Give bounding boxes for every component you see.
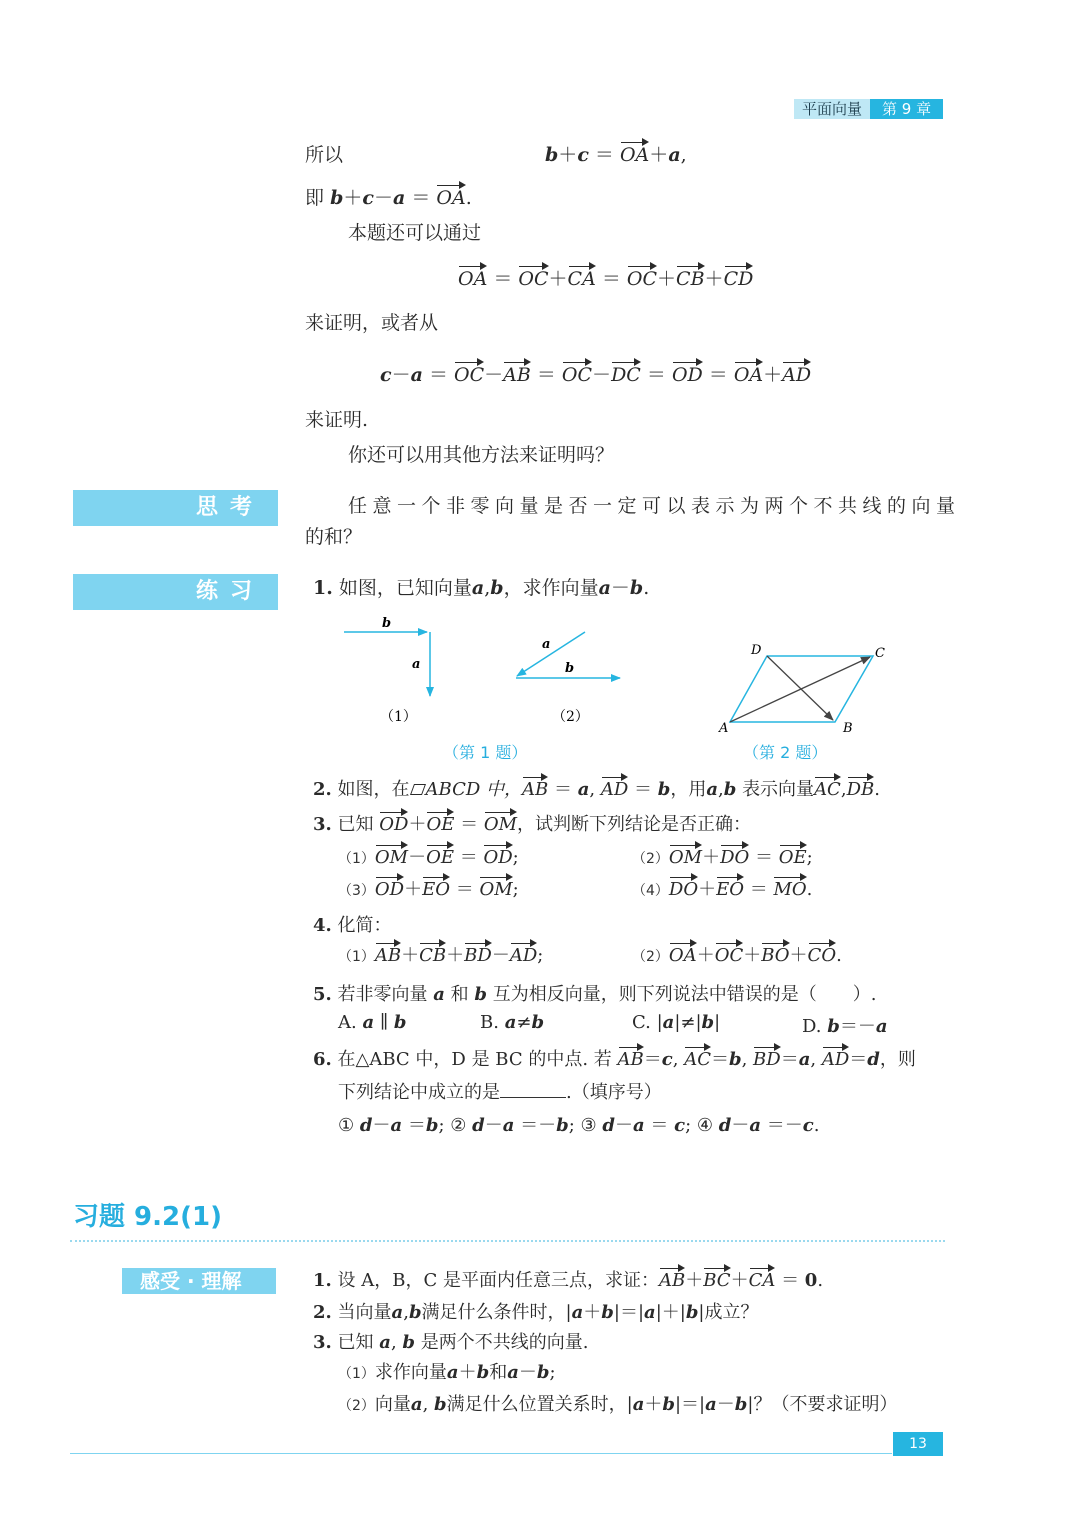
- q2-text-b: ABCD 中，: [425, 779, 523, 800]
- q6-text-c: 下列结论中成立的是: [338, 1082, 500, 1103]
- fig-sub-1: （1）: [380, 709, 417, 725]
- fig-label-C: C: [875, 646, 885, 661]
- fig-label-A: A: [719, 721, 729, 736]
- q1-text-b: ，求作向量: [503, 577, 599, 599]
- option-letter: C.: [632, 1012, 651, 1033]
- diagonal-ac: [730, 657, 870, 722]
- q6-text-d: .（填序号）: [566, 1082, 662, 1103]
- sub-number: （2）: [632, 949, 669, 965]
- choice-marker: ②: [450, 1115, 467, 1136]
- practice-q6: 6. 在△ABC 中，D 是 BC 的中点. 若 AB＝c, AC＝b, BD＝a, AD＝d，则: [313, 1045, 916, 1071]
- choice-marker: ④: [696, 1115, 714, 1136]
- exercise-q1: 1. 设 A，B，C 是平面内任意三点，求证：AB＋BC＋CA ＝ 0.: [313, 1266, 823, 1292]
- fig-label-a2: a: [542, 637, 551, 652]
- q5-option-c: C. |a|≠|b|: [632, 1012, 721, 1033]
- q-number: 3.: [313, 1332, 332, 1353]
- q5-text-b: 和: [450, 984, 469, 1005]
- ex-q3-1-text: 求作向量: [374, 1362, 447, 1383]
- q3-item-4: （4）DO＋EO ＝ MO.: [632, 875, 812, 901]
- proof-ji: 即: [305, 187, 325, 209]
- think-tag: 思考: [73, 490, 278, 526]
- ex-q3-2-text: 向量: [374, 1394, 411, 1415]
- fig-caption-1: （第 1 题）: [443, 743, 528, 762]
- q5-option-d: D. b＝－a: [802, 1016, 888, 1037]
- proof-question: 你还可以用其他方法来证明吗？: [348, 444, 615, 466]
- footer-rule: [70, 1453, 892, 1454]
- practice-q2: 2. 如图，在 ABCD 中，AB ＝ a, AD ＝ b，用a,b 表示向量AC,DB.: [313, 775, 880, 801]
- q5-option-b: B. a≠b: [480, 1012, 545, 1033]
- q5-text: 若非零向量: [337, 984, 428, 1005]
- exercise-q2: 2. 当向量a,b满足什么条件时，|a＋b|＝|a|＋|b|成立？: [313, 1302, 759, 1323]
- q6-text-b: ，则: [879, 1049, 916, 1070]
- fig-label-B: B: [843, 721, 853, 736]
- q-number: 2.: [313, 779, 332, 800]
- q2-text: 如图，在: [337, 779, 410, 800]
- sub-number: （4）: [632, 883, 669, 899]
- practice-q5: 5. 若非零向量 a 和 b 互为相反向量，则下列说法中错误的是（ ）.: [313, 984, 877, 1005]
- q5-option-a: A. a ∥ b: [338, 1012, 407, 1033]
- q1-text: 如图，已知向量: [338, 577, 472, 599]
- sub-number: （2）: [338, 1398, 375, 1414]
- think-text-1: 任意一个非零向量是否一定可以表示为两个不共线的向量: [348, 495, 961, 517]
- q-number: 3.: [313, 814, 332, 835]
- q-number: 5.: [313, 984, 332, 1005]
- q-number: 6.: [313, 1049, 332, 1070]
- proof-eq-1: b＋c ＝ OA＋a,: [545, 140, 687, 167]
- fig-label-b2: b: [565, 661, 575, 676]
- proof-lai-2: 来证明.: [305, 409, 369, 431]
- ex-q2-text-b: 满足什么条件时，: [421, 1302, 566, 1323]
- ex-q3-text-b: 是两个不共线的向量.: [420, 1332, 589, 1353]
- q6-choices: ① d－a ＝b; ② d－a ＝－b; ③ d－a ＝ c; ④ d－a ＝－c.: [338, 1115, 820, 1136]
- exercise-q3-2: （2）向量a, b满足什么位置关系时，|a＋b|＝|a－b|？（不要求证明）: [338, 1394, 898, 1415]
- q4-item-1: （1）AB＋CB＋BD－AD;: [338, 941, 543, 967]
- exercise-q3-1: （1）求作向量a＋b和a－b;: [338, 1362, 556, 1383]
- fig-label-b: b: [382, 616, 392, 631]
- choice-marker: ①: [338, 1115, 355, 1136]
- sub-number: （1）: [338, 949, 375, 965]
- ex-q2-text: 当向量: [337, 1302, 392, 1323]
- exercise-tag: [122, 1268, 276, 1294]
- q4-text: 化简：: [337, 915, 392, 936]
- ex-q1-text: 设 A，B，C 是平面内任意三点，求证：: [337, 1270, 659, 1291]
- fig-sub-2: （2）: [552, 709, 589, 725]
- proof-eq-2: 即 b＋c－a ＝ OA.: [305, 183, 472, 210]
- option-letter: B.: [480, 1012, 499, 1033]
- exercise-tag-text: 感受 · 理解: [140, 1269, 242, 1293]
- q6-line-2: [338, 1078, 662, 1104]
- proof-eq-3: OA ＝ OC＋CA ＝ OC＋CB＋CD: [458, 264, 753, 291]
- q-number: 4.: [313, 915, 332, 936]
- vector-a2-arrow: [517, 632, 585, 676]
- q2-text-d: 表示向量: [742, 779, 815, 800]
- q-number: 1.: [313, 1270, 332, 1291]
- running-header: [794, 97, 943, 119]
- sub-number: （1）: [338, 851, 375, 867]
- q6-text: 在△ABC 中，D 是 BC 的中点. 若: [337, 1049, 612, 1070]
- diagonal-db: [767, 656, 833, 720]
- sub-number: （2）: [632, 851, 669, 867]
- ex-q3-2-text-b: 满足什么位置关系时，: [446, 1394, 627, 1415]
- practice-q1: 1. 如图，已知向量a,b，求作向量a－b.: [313, 577, 650, 599]
- practice-q3: 3. 已知 OD＋OE ＝ OM，试判断下列结论是否正确：: [313, 810, 751, 836]
- q3-text-b: ，试判断下列结论是否正确：: [517, 814, 752, 835]
- practice-q4: [313, 911, 392, 937]
- answer-blank[interactable]: [500, 1097, 566, 1098]
- parallelogram-symbol: [410, 784, 426, 795]
- title-divider: [70, 1240, 945, 1242]
- option-letter: D.: [802, 1016, 822, 1037]
- practice-tag: 练习: [73, 574, 278, 610]
- sub-number: （3）: [338, 883, 375, 899]
- exercise-q3: 3. 已知 a, b 是两个不共线的向量.: [313, 1332, 589, 1353]
- header-section: 平面向量: [794, 99, 870, 119]
- fig-label-D: D: [751, 643, 762, 658]
- ex-q3-1-text-b: 和: [489, 1362, 508, 1383]
- q3-item-3: （3）OD＋EO ＝ OM;: [338, 875, 519, 901]
- q2-text-c: ，用: [670, 779, 707, 800]
- sub-number: （1）: [338, 1366, 375, 1382]
- option-letter: A.: [338, 1012, 357, 1033]
- think-text-2: 的和？: [305, 526, 363, 548]
- ex-q3-2-text-c: ？（不要求证明）: [753, 1394, 898, 1415]
- proof-suoyi: 所以: [305, 144, 344, 166]
- proof-eq-4: c－a ＝ OC－AB ＝ OC－DC ＝ OD ＝ OA＋AD: [380, 360, 811, 387]
- q5-text-c: 互为相反向量，则下列说法中错误的是（ ）.: [492, 984, 877, 1005]
- proof-intro: 本题还可以通过: [348, 222, 482, 244]
- header-chapter: 第 9 章: [870, 99, 943, 119]
- q3-text: 已知: [337, 814, 374, 835]
- fig-label-a: a: [412, 657, 421, 672]
- page-number: 13: [893, 1432, 943, 1456]
- fig-caption-2: （第 2 题）: [743, 743, 828, 762]
- proof-lai-1: 来证明，或者从: [305, 312, 439, 334]
- q4-item-2: （2）OA＋OC＋BO＋CO.: [632, 941, 842, 967]
- q-number: 2.: [313, 1302, 332, 1323]
- choice-marker: ③: [580, 1115, 597, 1136]
- q3-item-1: （1）OM－OE ＝ OD;: [338, 843, 519, 869]
- ex-q3-text: 已知: [337, 1332, 374, 1353]
- q-number: 1.: [313, 577, 333, 599]
- exercise-title: 习题 9.2(1): [73, 1202, 222, 1232]
- q3-item-2: （2）OM＋DO ＝ OE;: [632, 843, 813, 869]
- ex-q2-text-c: 成立？: [704, 1302, 759, 1323]
